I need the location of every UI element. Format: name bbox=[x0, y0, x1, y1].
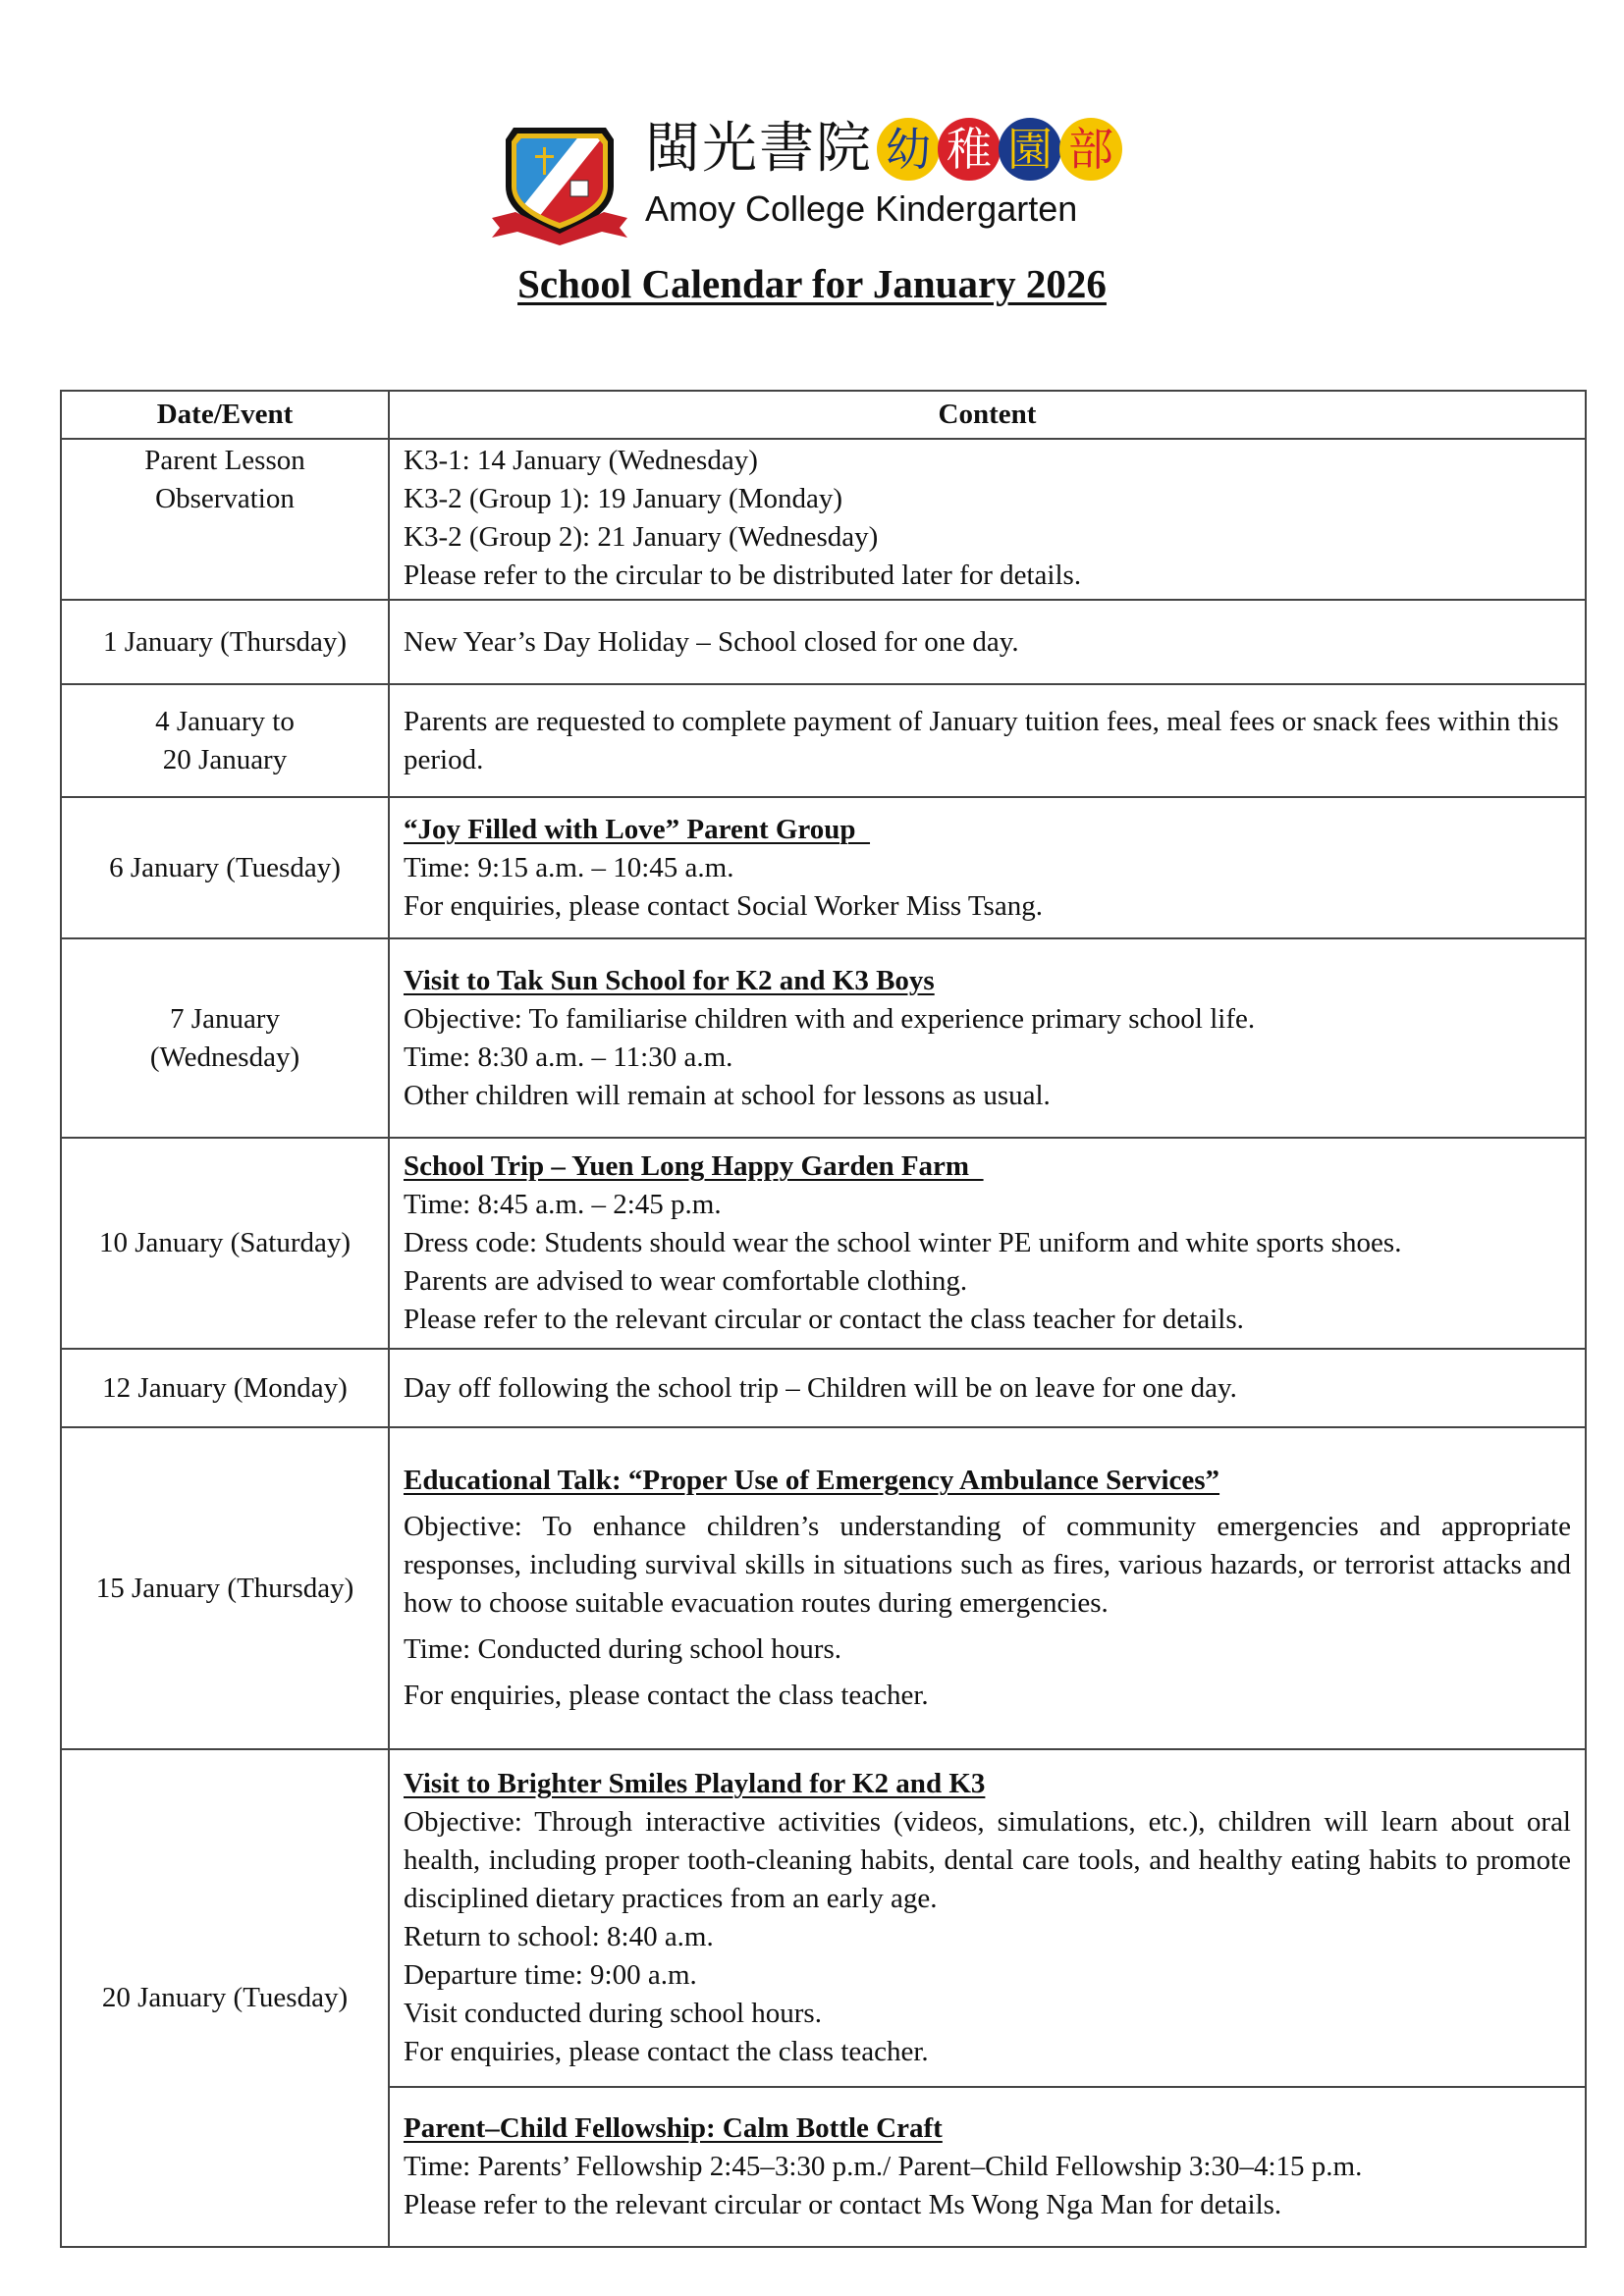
event-heading: Educational Talk: “Proper Use of Emergency Ambulance Services” bbox=[404, 1465, 1220, 1496]
content-cell bbox=[389, 1349, 1586, 1427]
content-line: Return to school: 8:40 a.m. bbox=[404, 1921, 714, 1952]
date-line: 10 January (Saturday) bbox=[98, 1227, 352, 1258]
content-line: Dress code: Students should wear the school winter PE uniform and white sports shoes. bbox=[404, 1227, 1402, 1258]
content-line: Time: 8:30 a.m. – 11:30 a.m. bbox=[404, 1041, 733, 1073]
logo-chinese-plain: 閩光書院 bbox=[645, 117, 873, 181]
content-line: Please refer to the relevant circular or contact the class teacher for details. bbox=[404, 1304, 1244, 1335]
content-paragraph: Parents are requested to complete payment of January tuition fees, meal fees or snack fees within this period. bbox=[404, 705, 1559, 775]
content-line: K3-2 (Group 2): 21 January (Wednesday) bbox=[404, 521, 879, 553]
date-cell bbox=[61, 600, 389, 684]
date-line: 20 January (Tuesday) bbox=[101, 1982, 349, 2013]
table-row bbox=[61, 797, 1586, 938]
content-line: Time: Parents’ Fellowship 2:45–3:30 p.m./ Parent–Child Fellowship 3:30–4:15 p.m. bbox=[404, 2151, 1363, 2182]
content-cell bbox=[389, 1749, 1586, 2087]
content-cell bbox=[389, 600, 1586, 684]
date-cell bbox=[61, 1138, 389, 1349]
content-line: Parents are advised to wear comfortable clothing. bbox=[404, 1265, 968, 1297]
content-line: Other children will remain at school for lessons as usual. bbox=[404, 1079, 1051, 1111]
content-line: K3-1: 14 January (Wednesday) bbox=[404, 445, 758, 476]
calendar-table bbox=[60, 390, 1587, 2248]
school-logo bbox=[486, 110, 1134, 247]
logo-badge-char: 園 bbox=[999, 118, 1061, 181]
date-line: 7 January bbox=[170, 1002, 280, 1035]
date-line: 4 January to bbox=[155, 705, 295, 737]
logo-badge-char: 幼 bbox=[877, 118, 940, 181]
table-row bbox=[61, 600, 1586, 684]
logo-english-name: Amoy College Kindergarten bbox=[645, 188, 1078, 229]
content-cell bbox=[389, 684, 1586, 797]
date-line: Observation bbox=[155, 483, 295, 514]
content-line: Time: 8:45 a.m. – 2:45 p.m. bbox=[404, 1189, 722, 1220]
page-title bbox=[0, 260, 1624, 307]
page-title-text: School Calendar for January 2026 bbox=[517, 261, 1107, 306]
table-header-row bbox=[61, 391, 1586, 439]
content-line: Objective: To familiarise children with and experience primary school life. bbox=[404, 1002, 1256, 1035]
date-cell bbox=[61, 797, 389, 938]
date-cell bbox=[61, 684, 389, 797]
date-line: 1 January (Thursday) bbox=[102, 625, 348, 658]
table-row bbox=[61, 684, 1586, 797]
event-heading: Visit to Brighter Smiles Playland for K2 and K3 bbox=[404, 1768, 986, 1799]
date-cell bbox=[61, 439, 389, 600]
table-row bbox=[61, 1349, 1586, 1427]
content-line: Day off following the school trip – Children will be on leave for one day. bbox=[404, 1371, 1237, 1404]
date-line: 6 January (Tuesday) bbox=[109, 851, 341, 883]
content-line: Time: 9:15 a.m. – 10:45 a.m. bbox=[404, 851, 734, 883]
date-line: Parent Lesson bbox=[144, 445, 305, 476]
content-cell bbox=[389, 1138, 1586, 1349]
content-line: For enquiries, please contact the class teacher. bbox=[404, 1680, 929, 1711]
content-paragraph: Objective: Through interactive activities (videos, simulations, etc.), children will learn about oral health, including proper tooth-cleaning habits, dental care tools, and healthy eating habits to promote disciplined dietary practices from an early age. bbox=[404, 1806, 1571, 1914]
content-cell bbox=[389, 1427, 1586, 1749]
logo-badge-char: 部 bbox=[1059, 118, 1122, 181]
event-heading: Parent–Child Fellowship: Calm Bottle Craft bbox=[404, 2112, 943, 2144]
date-line: 15 January (Thursday) bbox=[95, 1572, 354, 1604]
content-paragraph: Objective: To enhance children’s understanding of community emergencies and appropriate responses, including survival skills in situations such as fires, various hazards, or terrorist attacks and how to choose suitable evacuation routes during emergencies. bbox=[404, 1511, 1571, 1619]
date-line: 12 January (Monday) bbox=[102, 1371, 348, 1404]
content-line: New Year’s Day Holiday – School closed for one day. bbox=[404, 625, 1019, 658]
table-row bbox=[61, 439, 1586, 600]
content-line: K3-2 (Group 1): 19 January (Monday) bbox=[404, 483, 842, 514]
date-cell bbox=[61, 1749, 389, 2247]
content-line: Please refer to the circular to be distributed later for details. bbox=[404, 560, 1082, 591]
content-cell bbox=[389, 938, 1586, 1138]
content-line: Please refer to the relevant circular or contact Ms Wong Nga Man for details. bbox=[404, 2189, 1282, 2220]
column-header-date: Date/Event bbox=[61, 391, 389, 439]
date-line: 20 January bbox=[162, 743, 288, 775]
date-cell bbox=[61, 1427, 389, 1749]
date-line: (Wednesday) bbox=[149, 1041, 300, 1073]
event-heading: Visit to Tak Sun School for K2 and K3 Boys bbox=[404, 964, 935, 996]
content-line: For enquiries, please contact the class teacher. bbox=[404, 2036, 929, 2067]
table-row bbox=[61, 1427, 1586, 1749]
date-cell bbox=[61, 938, 389, 1138]
event-heading: School Trip – Yuen Long Happy Garden Farm bbox=[404, 1150, 984, 1182]
content-line: Visit conducted during school hours. bbox=[404, 1998, 822, 2029]
content-cell bbox=[389, 2087, 1586, 2247]
logo-chinese-name bbox=[645, 114, 1122, 185]
column-header-content: Content bbox=[389, 391, 1586, 439]
table-row bbox=[61, 938, 1586, 1138]
logo-badge-char: 稚 bbox=[938, 118, 1001, 181]
table-row bbox=[61, 1749, 1586, 2087]
content-cell bbox=[389, 797, 1586, 938]
content-line: Time: Conducted during school hours. bbox=[404, 1633, 842, 1665]
content-line: For enquiries, please contact Social Worker Miss Tsang. bbox=[404, 889, 1043, 922]
content-line: Departure time: 9:00 a.m. bbox=[404, 1959, 697, 1991]
table-row bbox=[61, 1138, 1586, 1349]
date-cell bbox=[61, 1349, 389, 1427]
event-heading: “Joy Filled with Love” Parent Group bbox=[404, 813, 871, 845]
school-crest-icon bbox=[486, 110, 633, 247]
content-cell bbox=[389, 439, 1586, 600]
